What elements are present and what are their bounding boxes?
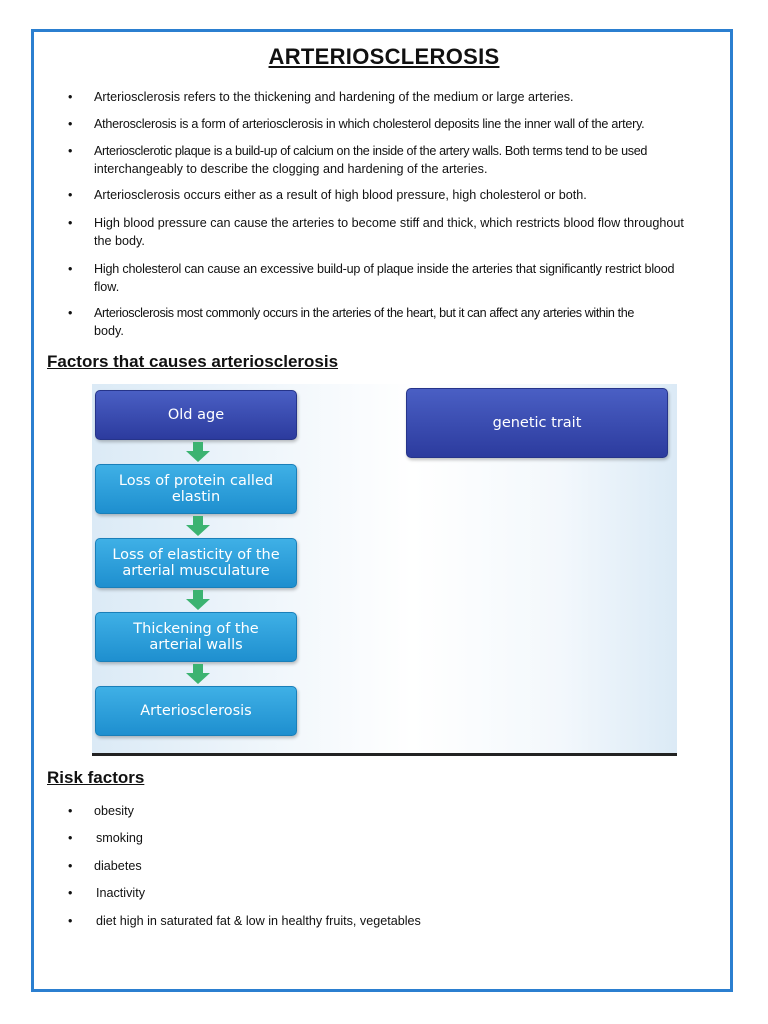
down-arrow-icon (185, 516, 211, 536)
flow-box-wall-thickening: Thickening of the arterial walls (95, 612, 297, 662)
flow-box-old-age: Old age (95, 390, 297, 440)
page-title: ARTERIOSCLEROSIS (268, 44, 500, 69)
flow-box-elasticity-loss: Loss of elasticity of the arterial musculature (95, 538, 297, 588)
risk-text: obesity (94, 804, 134, 818)
bullet-dot: • (68, 216, 73, 230)
bullet-dot: • (68, 262, 73, 276)
bullet-text: High blood pressure can cause the arteries to become stiff and thick, which restricts blood flow throughout (94, 216, 684, 230)
bullet-dot: • (68, 804, 73, 818)
bullet-dot: • (68, 90, 73, 104)
flow-box-elastin-loss: Loss of protein called elastin (95, 464, 297, 514)
bullet-dot: • (68, 831, 73, 845)
down-arrow-icon (185, 442, 211, 462)
bullet-text: High cholesterol can cause an excessive build-up of plaque inside the arteries that significantly restrict blood (94, 262, 675, 276)
bullet-dot: • (68, 859, 73, 873)
flow-box-arteriosclerosis: Arteriosclerosis (95, 686, 297, 736)
bullet-text-cont: body. (94, 324, 124, 338)
bullet-dot: • (68, 914, 73, 928)
down-arrow-icon (185, 664, 211, 684)
bullet-text: Arteriosclerosis occurs either as a result of high blood pressure, high cholesterol or both. (94, 188, 587, 202)
side-box-genetic-trait: genetic trait (406, 388, 668, 458)
bullet-text: Arteriosclerotic plaque is a build-up of calcium on the inside of the artery walls. Both terms tend to be used (94, 144, 648, 158)
bullet-text-cont: flow. (94, 280, 120, 294)
risk-text: diabetes (94, 859, 142, 873)
risk-heading: Risk factors (47, 768, 145, 787)
bullet-dot: • (68, 306, 73, 320)
bullet-text: Arteriosclerosis most commonly occurs in the arteries of the heart, but it can affect any arteries within the (94, 306, 634, 320)
bullet-text-cont: interchangeably to describe the clogging and hardening of the arteries. (94, 162, 488, 176)
risk-text: smoking (96, 831, 143, 845)
risk-text: Inactivity (96, 886, 145, 900)
bullet-dot: • (68, 886, 73, 900)
down-arrow-icon (185, 590, 211, 610)
bullet-text: Atherosclerosis is a form of arteriosclerosis in which cholesterol deposits line the inner wall of the artery. (94, 117, 645, 131)
bullet-dot: • (68, 144, 73, 158)
bullet-dot: • (68, 117, 73, 131)
risk-text: diet high in saturated fat & low in healthy fruits, vegetables (96, 914, 421, 928)
bullet-text-cont: the body. (94, 234, 145, 248)
bullet-dot: • (68, 188, 73, 202)
bullet-text: Arteriosclerosis refers to the thickening and hardening of the medium or large arteries. (94, 90, 574, 104)
cause-flow-diagram (92, 384, 677, 756)
factors-heading: Factors that causes arteriosclerosis (47, 352, 339, 371)
